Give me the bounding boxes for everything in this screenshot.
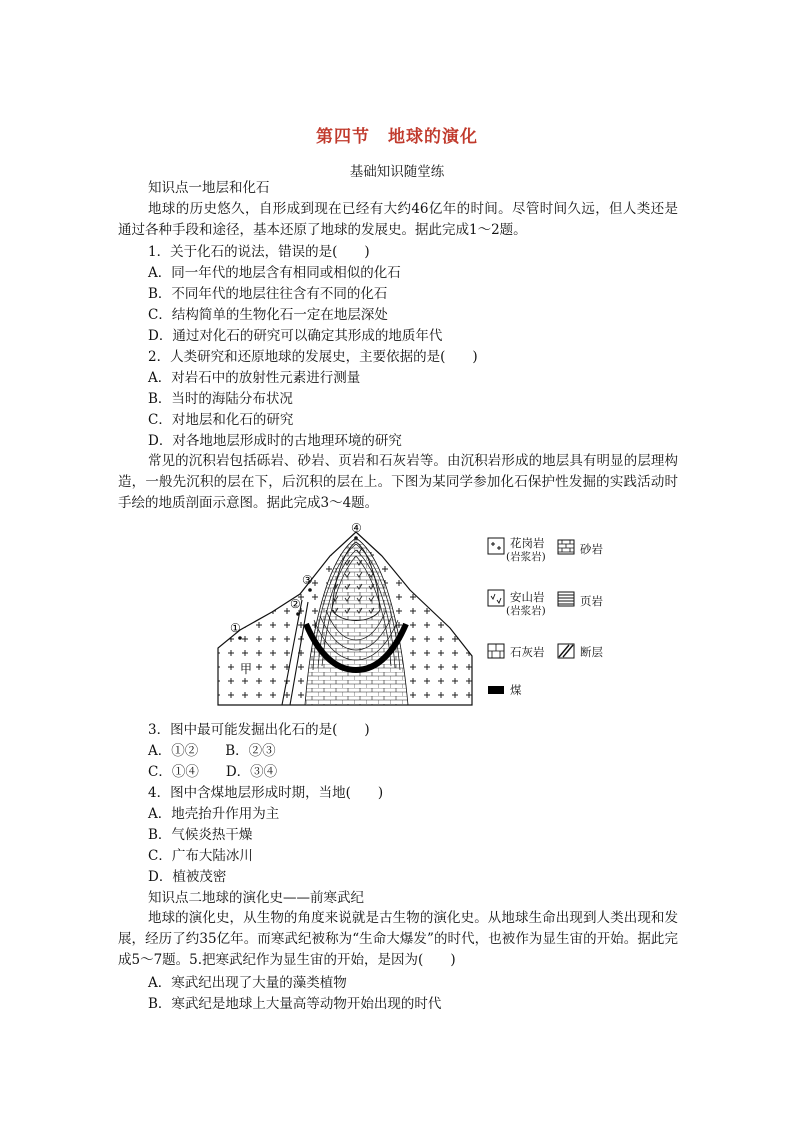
legend-limestone: 石灰岩 — [510, 645, 545, 659]
section2-heading: 知识点二地球的演化史——前寒武纪 — [148, 890, 364, 906]
coal-swatch — [488, 686, 504, 694]
andesite-swatch — [488, 590, 504, 606]
q2-option-c: C．对地层和化石的研究 — [148, 412, 294, 428]
legend-andesite-sub: (岩浆岩) — [506, 605, 546, 617]
q4-option-d: D．植被茂密 — [148, 869, 227, 885]
q3-options-row1: A．①② B．②③ — [148, 743, 276, 759]
q2-option-b: B．当时的海陆分布状况 — [148, 391, 293, 407]
q4-option-c: C．广布大陆冰川 — [148, 848, 253, 864]
figure-legend — [486, 534, 636, 704]
page-title: 第四节 地球的演化 — [316, 127, 478, 147]
page-subtitle: 基础知识随堂练 — [349, 164, 445, 180]
region-jia-label: 甲 — [240, 662, 253, 676]
legend-coal: 煤 — [510, 683, 522, 697]
section1-heading: 知识点一地层和化石 — [148, 180, 270, 196]
marker-2: ② — [290, 597, 301, 611]
legend-sandstone: 砂岩 — [580, 542, 603, 556]
legend-granite: 花岗岩 — [510, 536, 545, 550]
q2-stem: 2．人类研究和还原地球的发展史，主要依据的是( ) — [148, 349, 478, 365]
q2-option-a: A．对岩石中的放射性元素进行测量 — [148, 370, 361, 386]
q3-options-row2: C．①④ D．③④ — [148, 764, 278, 780]
marker-1: ① — [230, 621, 241, 635]
q1-option-c: C．结构简单的生物化石一定在地层深处 — [148, 307, 388, 323]
q1-option-d: D．通过对化石的研究可以确定其形成的地质年代 — [148, 328, 443, 344]
q5-option-b: B．寒武纪是地球上大量高等动物开始出现的时代 — [148, 996, 442, 1012]
q2-option-d: D．对各地地层形成时的古地理环境的研究 — [148, 433, 402, 449]
q3-stem: 3．图中最可能发掘出化石的是( ) — [148, 722, 370, 738]
geologic-section-figure — [210, 520, 480, 710]
section1-intro: 地球的历史悠久，自形成到现在已经有大约46亿年的时间。尽管时间久远，但人类还是通过各种手段和途径，基本还原了地球的发展史。据此完成1～2题。 — [118, 201, 678, 238]
q5-option-a: A．寒武纪出现了大量的藻类植物 — [148, 975, 347, 991]
legend-shale: 页岩 — [580, 594, 603, 608]
marker-3: ③ — [302, 573, 313, 587]
section2-intro: 地球的演化史，从生物的角度来说就是古生物的演化史。从地球生命出现到人类出现和发展，经历了约35亿年。而寒武纪被称为“生命大爆发”的时代，也被作为显生宙的开始。据此完成5～7题。5.把寒武纪作为显生宙的开始，是因为( ) — [118, 910, 678, 968]
q4-option-b: B．气候炎热干燥 — [148, 827, 253, 843]
q4-option-a: A．地壳抬升作用为主 — [148, 806, 280, 822]
section1-intro2: 常见的沉积岩包括砾岩、砂岩、页岩和石灰岩等。由沉积岩形成的地层具有明显的层理构造，一般先沉积的层在下，后沉积的层在上。下图为某同学参加化石保护性发掘的实践活动时手绘的地质剖面示意图。据此完成3～4题。 — [118, 453, 678, 511]
marker-4: ④ — [351, 521, 362, 535]
legend-fault: 断层 — [580, 645, 603, 659]
legend-granite-sub: (岩浆岩) — [506, 551, 546, 563]
legend-andesite: 安山岩 — [510, 590, 545, 604]
q1-option-b: B．不同年代的地层往往含有不同的化石 — [148, 286, 388, 302]
q1-option-a: A．同一年代的地层含有相同或相似的化石 — [148, 265, 401, 281]
q4-stem: 4．图中含煤地层形成时期，当地( ) — [148, 785, 384, 801]
granite-swatch — [488, 538, 504, 554]
q1-stem: 1．关于化石的说法，错误的是( ) — [148, 244, 370, 260]
